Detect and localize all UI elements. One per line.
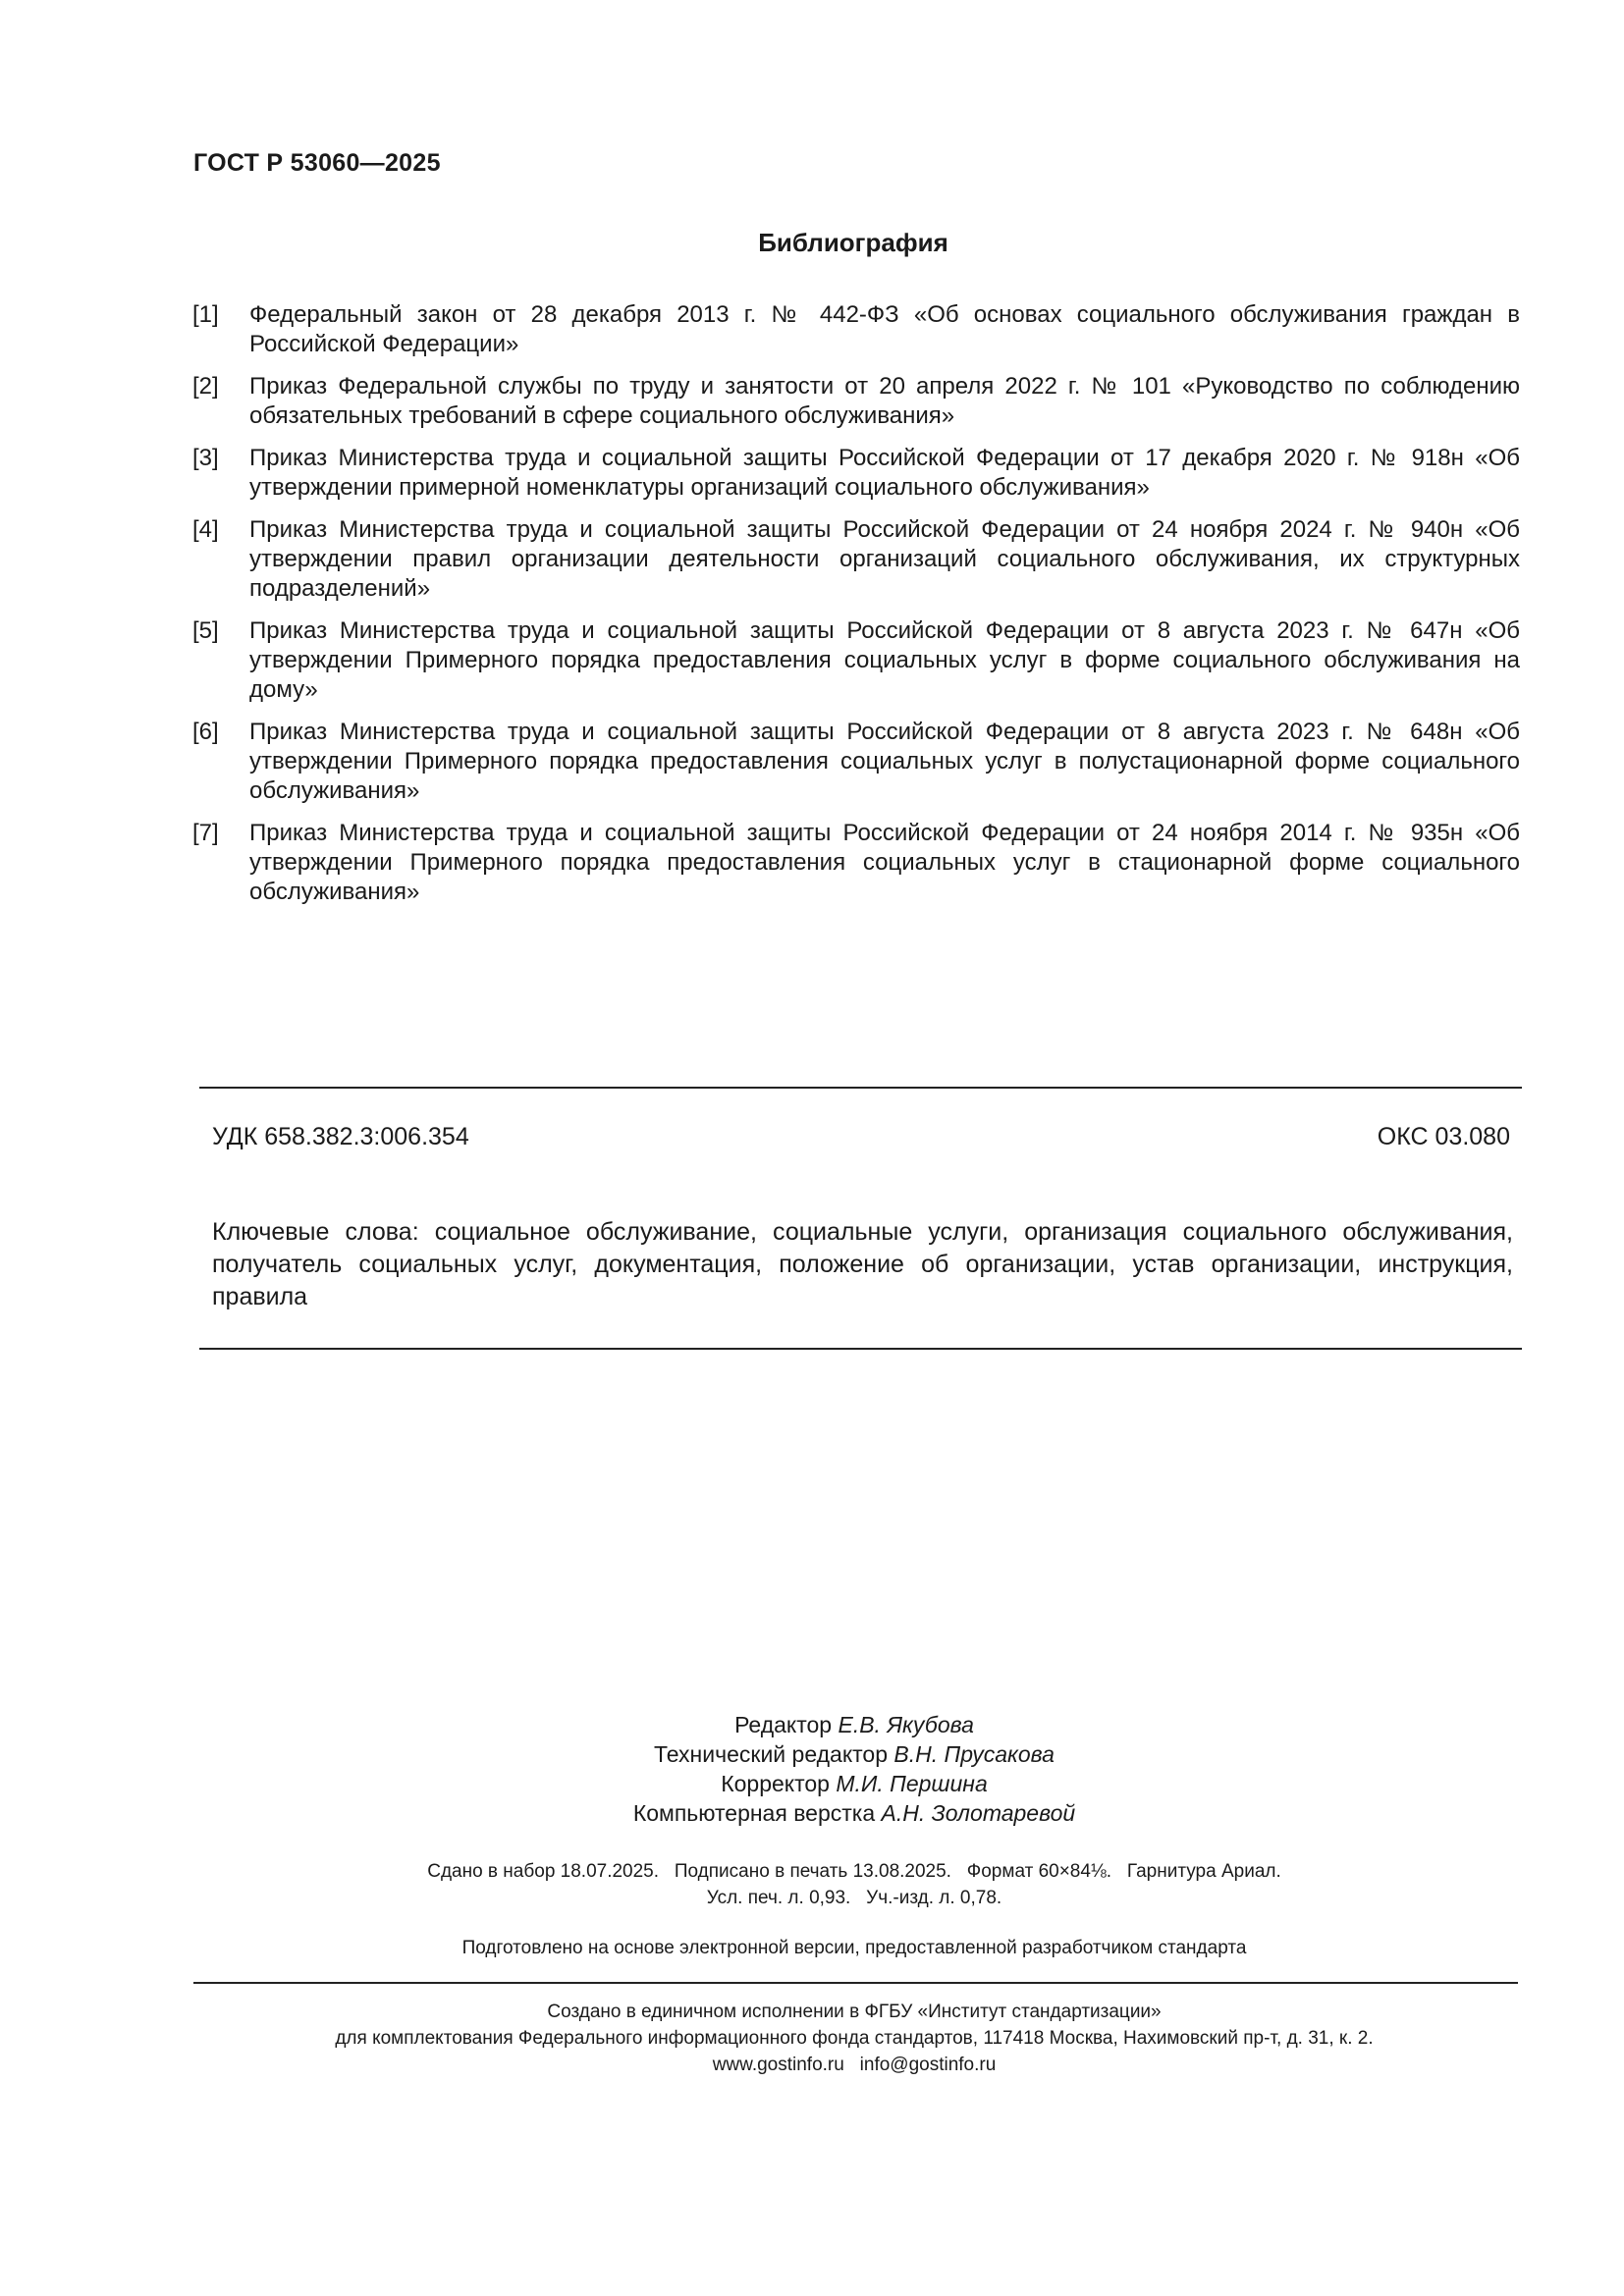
bibliography-item — [192, 372, 1520, 431]
divider-footer — [193, 1982, 1518, 1984]
divider-top — [199, 1087, 1522, 1089]
document-code: ГОСТ Р 53060—2025 — [193, 149, 441, 177]
bibliography-item — [192, 444, 1520, 503]
bibliography-item-text: Приказ Министерства труда и социальной защиты Российской Федерации от 8 августа 2023 г. № 648н «Об утверждении Примерного порядка предоставления социальных услуг в полустационарной форме социального обслуживания» — [249, 719, 1520, 804]
bibliography-item-number: [6] — [192, 719, 219, 745]
bibliography-item-number: [2] — [192, 373, 219, 400]
bibliography-item — [192, 819, 1520, 907]
udk-code: УДК 658.382.3:006.354 — [212, 1123, 469, 1150]
bibliography-item-text: Приказ Министерства труда и социальной защиты Российской Федерации от 24 ноября 2024 г. № 940н «Об утверждении правил организации деятельности организаций социального обслуживания, их структурных подразделений» — [249, 516, 1520, 602]
oks-code: ОКС 03.080 — [1377, 1123, 1510, 1150]
bibliography-title: Библиография — [758, 228, 948, 257]
bibliography-item-text: Федеральный закон от 28 декабря 2013 г. № 442-ФЗ «Об основах социального обслуживания граждан в Российской Федерации» — [249, 301, 1520, 357]
divider-bottom — [199, 1348, 1522, 1350]
credit-tech-editor: Технический редактор В.Н. Прусакова — [654, 1741, 1055, 1767]
publisher-footer — [0, 1999, 1624, 2078]
bibliography-item-number: [3] — [192, 445, 219, 471]
bibliography-item-text: Приказ Министерства труда и социальной защиты Российской Федерации от 8 августа 2023 г. № 647н «Об утверждении Примерного порядка предоставления социальных услуг в форме социального обслуживания на дому» — [249, 617, 1520, 703]
footer-line: для комплектования Федерального информационного фонда стандартов, 117418 Москва, Нахимовский пр-т, д. 31, к. 2. — [335, 2028, 1374, 2049]
bibliography-list — [192, 300, 1520, 920]
footer-links[interactable]: www.gostinfo.ru info@gostinfo.ru — [712, 2055, 997, 2075]
bibliography-item — [192, 616, 1520, 705]
bibliography-item-number: [1] — [192, 301, 219, 328]
credit-editor: Редактор Е.В. Якубова — [734, 1712, 974, 1737]
print-info-line: Сдано в набор 18.07.2025. Подписано в печать 13.08.2025. Формат 60×84⅛. Гарнитура Ариал. — [427, 1861, 1281, 1882]
bibliography-item — [192, 515, 1520, 604]
credits-block — [0, 1710, 1624, 1828]
bibliography-item-text: Приказ Федеральной службы по труду и занятости от 20 апреля 2022 г. № 101 «Руководство по соблюдению обязательных требований в сфере социального обслуживания» — [249, 373, 1520, 429]
footer-line: Создано в единичном исполнении в ФГБУ «Институт стандартизации» — [547, 2002, 1162, 2022]
bibliography-item — [192, 300, 1520, 359]
bibliography-item-number: [7] — [192, 820, 219, 846]
bibliography-item-number: [4] — [192, 516, 219, 543]
print-info — [0, 1858, 1624, 1911]
bibliography-item-text: Приказ Министерства труда и социальной защиты Российской Федерации от 17 декабря 2020 г. № 918н «Об утверждении примерной номенклатуры организаций социального обслуживания» — [249, 445, 1520, 501]
credit-layout: Компьютерная верстка А.Н. Золотаревой — [632, 1800, 1076, 1826]
prepared-note: Подготовлено на основе электронной версии, предоставленной разработчиком стандарта — [461, 1938, 1247, 1958]
bibliography-item — [192, 718, 1520, 806]
print-info-line: Усл. печ. л. 0,93. Уч.-изд. л. 0,78. — [706, 1888, 1002, 1908]
bibliography-item-number: [5] — [192, 617, 219, 644]
bibliography-item-text: Приказ Министерства труда и социальной защиты Российской Федерации от 24 ноября 2014 г. № 935н «Об утверждении Примерного порядка предоставления социальных услуг в стационарной форме социального обслуживания» — [249, 820, 1520, 905]
keywords: Ключевые слова: социальное обслуживание, социальные услуги, организация социального обслуживания, получатель социальных услуг, документация, положение об организации, устав организации, инструкция, правила — [212, 1218, 1513, 1310]
credit-corrector: Корректор М.И. Першина — [721, 1771, 988, 1796]
